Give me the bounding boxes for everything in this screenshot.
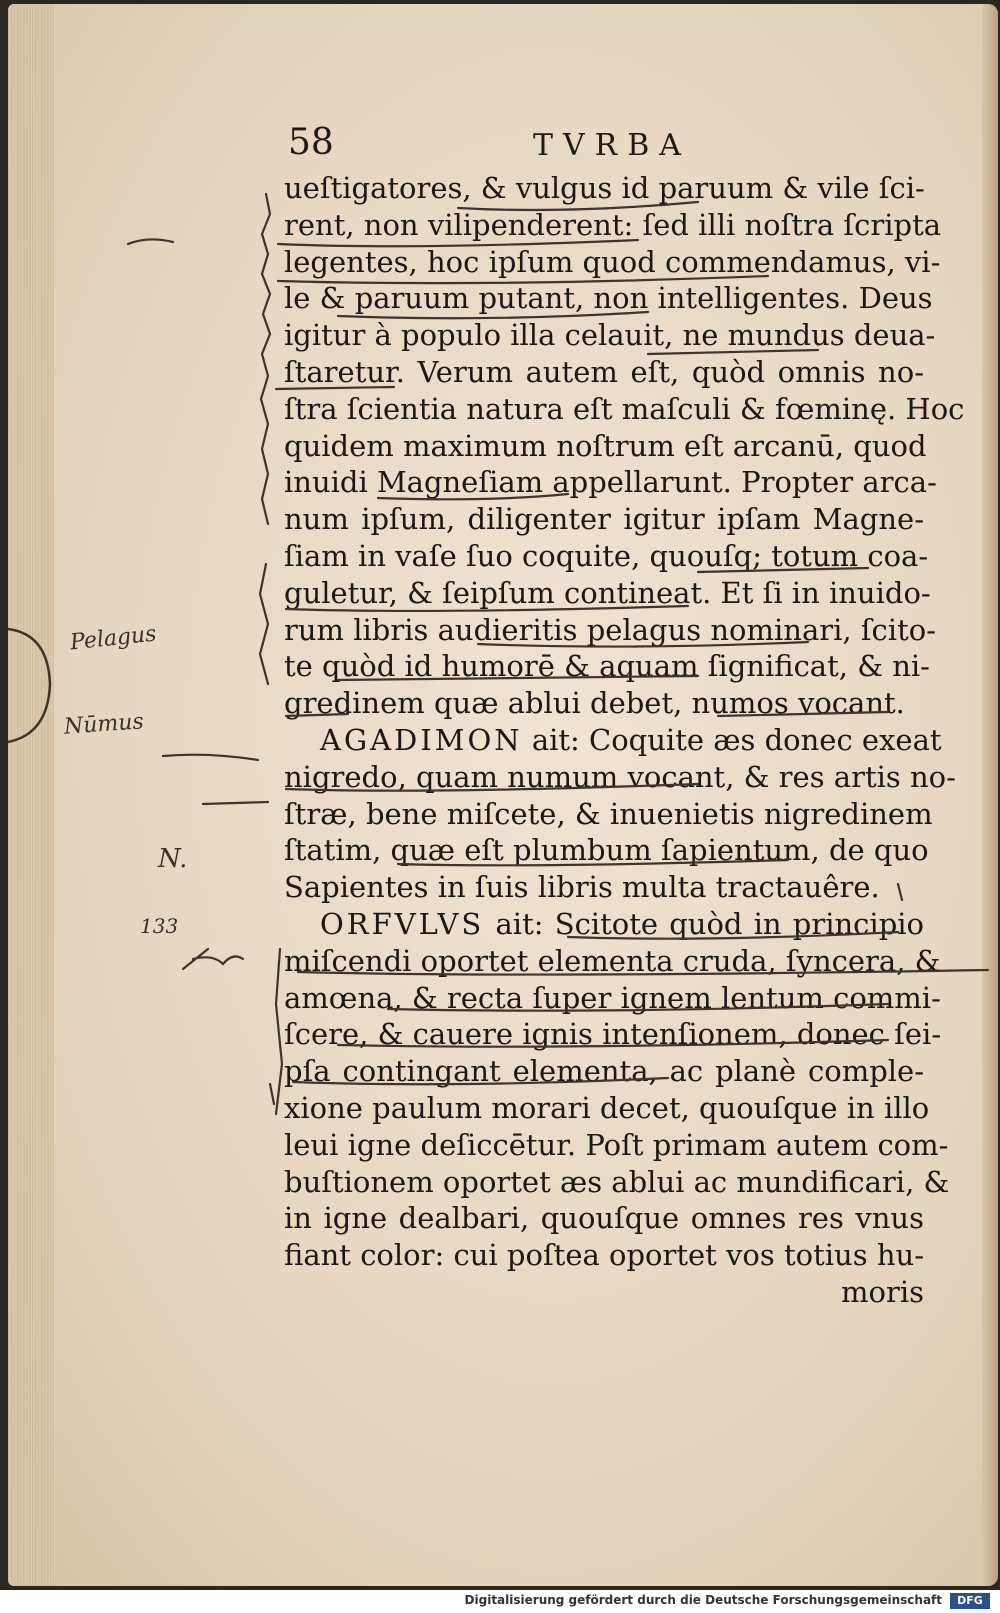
- marginal-note-numus: Nūmus: [63, 709, 145, 740]
- speaker-name: ORFVLVS: [320, 906, 485, 941]
- text-line: ſcere, & cauere ignis intenſionem, donec ſei-: [284, 1017, 942, 1052]
- text-line: nigredo, quam numum vocant, & res artis no-: [284, 759, 956, 794]
- text-line: legentes, hoc ipſum quod commendamus, vi-: [284, 244, 941, 279]
- page-header: [288, 122, 691, 172]
- margin-dash: [163, 755, 258, 760]
- bracket-mark: [261, 194, 270, 524]
- text-line: in igne dealbari, quouſque omnes res vnus: [284, 1201, 924, 1236]
- text-line: ait: Coquite æs donec exeat: [531, 722, 942, 757]
- marginal-note-pelagus: Pelagus: [68, 621, 158, 656]
- text-line: miſcendi oportet elementa cruda, ſyncera, &: [284, 943, 941, 978]
- text-line: ſtræ, bene miſcete, & inuenietis nigredinem: [284, 796, 933, 831]
- text-block: [284, 170, 965, 1311]
- right-page-edge: [982, 4, 998, 1586]
- marginal-note-n: N.: [158, 844, 188, 874]
- text-line: xione paulum morari decet, quouſque in illo: [284, 1090, 930, 1125]
- page-number: 58: [288, 122, 334, 163]
- text-line: Sapientes in ſuis libris multa tractauêre.: [284, 870, 880, 905]
- text-line: leui igne deſiccētur. Poſt primam autem com-: [284, 1127, 949, 1162]
- text-line: fiant color: cui poſtea oportet vos totius hu-: [284, 1238, 924, 1273]
- bracket-mark: [270, 1084, 274, 1104]
- agadimon-paragraph-start: [284, 722, 942, 759]
- text-line: pſa contingant elementa, ac planè comple-: [284, 1054, 924, 1089]
- text-line: gredinem quæ ablui debet, numos vocant.: [284, 686, 905, 721]
- text-line: ſtaretur. Verum autem eſt, quòd omnis no-: [284, 354, 924, 389]
- text-line: ſtatim, quæ eſt plumbum ſapientum, de quo: [284, 833, 929, 868]
- marginal-note-number: 133: [140, 914, 179, 938]
- digitization-footer: [0, 1590, 1000, 1613]
- dfg-logo: DFG: [950, 1593, 990, 1609]
- orfulus-paragraph-start: [284, 906, 924, 943]
- footer-credit: Digitalisierung gefördert durch die Deutsche Forschungsgemeinschaft: [464, 1593, 942, 1607]
- text-line: guletur, & ſeipſum contineat. Et ſi in inuido-: [284, 575, 931, 610]
- text-line: num ipſum, diligenter igitur ipſam Magne-: [284, 502, 924, 537]
- book-page: [8, 4, 998, 1586]
- bracket-mark: [276, 949, 282, 1114]
- text-line: igitur à populo illa celauit, ne mundus deua-: [284, 318, 936, 353]
- bracket-mark: [260, 564, 268, 684]
- speaker-name: AGADIMON: [320, 722, 523, 757]
- margin-symbol: [183, 949, 243, 969]
- text-line: le & paruum putant, non intelligentes. Deus: [284, 281, 933, 316]
- text-line: inuidi Magneſiam appellarunt. Propter arca-: [284, 465, 937, 500]
- text-line: ait: Scitote quòd in principio: [495, 906, 925, 941]
- text-line: buſtionem oportet æs ablui ac mundificari, &: [284, 1164, 950, 1199]
- text-line: quidem maximum noſtrum eſt arcanū, quod: [284, 428, 927, 463]
- catchword: moris: [841, 1274, 924, 1309]
- running-title: TVRBA: [533, 128, 691, 163]
- margin-dash: [128, 239, 173, 244]
- page-edges: [8, 4, 54, 1586]
- text-line: ſtra ſcientia natura eſt maſculi & fœminę. Hoc: [284, 391, 965, 426]
- text-line: ueſtigatores, & vulgus id paruum & vile ſci-: [284, 171, 925, 205]
- text-line: rum libris audieritis pelagus nominari, ſcito-: [284, 612, 936, 647]
- text-line: ſiam in vaſe ſuo coquite, quouſq; totum coa-: [284, 538, 929, 573]
- text-line: amœna, & recta ſuper ignem lentum commi-: [284, 980, 941, 1015]
- text-line: te quòd id humorē & aquam ſignificat, & ni-: [284, 649, 930, 684]
- margin-dash: [203, 802, 268, 804]
- text-line: rent, non vilipenderent: ſed illi noſtra ſcripta: [284, 207, 942, 242]
